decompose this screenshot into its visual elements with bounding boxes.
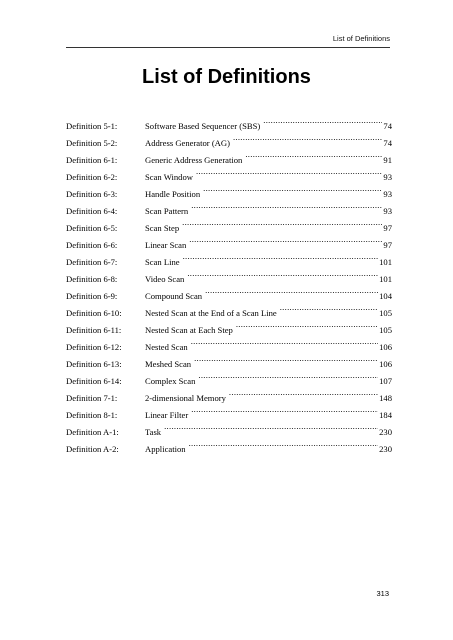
definition-label: Definition 7-1: bbox=[66, 393, 118, 403]
dot-leader bbox=[262, 112, 382, 129]
dot-leader bbox=[228, 384, 378, 401]
definition-page-number: 148 bbox=[379, 393, 392, 403]
definition-page-number: 97 bbox=[383, 240, 392, 250]
running-header: List of Definitions bbox=[332, 34, 390, 43]
dot-leader bbox=[197, 367, 378, 384]
definition-title: Scan Line bbox=[145, 257, 180, 267]
definition-title: Linear Filter bbox=[145, 410, 189, 420]
definition-label: Definition 8-1: bbox=[66, 410, 118, 420]
dot-leader bbox=[244, 146, 382, 163]
definition-page-number: 107 bbox=[379, 376, 392, 386]
definition-page-number: 97 bbox=[383, 223, 392, 233]
definition-label: Definition 6-12: bbox=[66, 342, 122, 352]
header-rule bbox=[66, 47, 390, 48]
definition-title: Compound Scan bbox=[145, 291, 203, 301]
definition-page-number: 74 bbox=[383, 138, 392, 148]
definition-label: Definition 6-5: bbox=[66, 223, 118, 233]
definition-title: Linear Scan bbox=[145, 240, 187, 250]
definition-label: Definition 6-9: bbox=[66, 291, 118, 301]
definition-title: Nested Scan bbox=[145, 342, 188, 352]
definition-title: Software Based Sequencer (SBS) bbox=[145, 121, 261, 131]
dot-leader bbox=[190, 333, 378, 350]
definition-label: Definition 6-3: bbox=[66, 189, 118, 199]
dot-leader bbox=[186, 265, 378, 282]
definition-label: Definition A-2: bbox=[66, 444, 119, 454]
dot-leader bbox=[188, 231, 382, 248]
dot-leader bbox=[182, 248, 379, 265]
definition-label: Definition 6-4: bbox=[66, 206, 118, 216]
dot-leader bbox=[188, 435, 379, 452]
dot-leader bbox=[235, 316, 378, 333]
definition-page-number: 104 bbox=[379, 291, 392, 301]
dot-leader bbox=[190, 401, 378, 418]
definition-page-number: 93 bbox=[383, 189, 392, 199]
definition-label: Definition 6-10: bbox=[66, 308, 122, 318]
definition-label: Definition 6-8: bbox=[66, 274, 118, 284]
definition-label: Definition 6-2: bbox=[66, 172, 118, 182]
definition-title: Application bbox=[145, 444, 186, 454]
definition-title: Scan Pattern bbox=[145, 206, 189, 216]
definition-title: Complex Scan bbox=[145, 376, 196, 386]
dot-leader bbox=[195, 163, 382, 180]
definitions-list bbox=[66, 112, 392, 452]
definition-title: Address Generator (AG) bbox=[145, 138, 230, 148]
definition-label: Definition 6-7: bbox=[66, 257, 118, 267]
definition-label: Definition 6-1: bbox=[66, 155, 118, 165]
definition-title: Handle Position bbox=[145, 189, 201, 199]
definition-title: Video Scan bbox=[145, 274, 185, 284]
dot-leader bbox=[190, 197, 382, 214]
definition-page-number: 106 bbox=[379, 342, 392, 352]
dot-leader bbox=[232, 129, 382, 146]
definition-page-number: 74 bbox=[383, 121, 392, 131]
definition-title: Nested Scan at Each Step bbox=[145, 325, 233, 335]
dot-leader bbox=[163, 418, 378, 435]
page-number: 313 bbox=[376, 589, 389, 598]
dot-leader bbox=[181, 214, 382, 231]
definition-title: Scan Step bbox=[145, 223, 180, 233]
definition-title: Nested Scan at the End of a Scan Line bbox=[145, 308, 277, 318]
dot-leader bbox=[279, 299, 378, 316]
definition-label: Definition 6-13: bbox=[66, 359, 122, 369]
definition-page-number: 93 bbox=[383, 172, 392, 182]
definition-title: Generic Address Generation bbox=[145, 155, 243, 165]
page-title: List of Definitions bbox=[142, 66, 311, 88]
definition-title: Scan Window bbox=[145, 172, 193, 182]
definition-title: Meshed Scan bbox=[145, 359, 192, 369]
definition-label: Definition 5-1: bbox=[66, 121, 118, 131]
definition-label: Definition 6-6: bbox=[66, 240, 118, 250]
definition-title: 2-dimensional Memory bbox=[145, 393, 226, 403]
definition-page-number: 184 bbox=[379, 410, 392, 420]
definition-page-number: 105 bbox=[379, 325, 392, 335]
definition-label: Definition 6-14: bbox=[66, 376, 122, 386]
dot-leader bbox=[193, 350, 378, 367]
definition-page-number: 106 bbox=[379, 359, 392, 369]
definition-page-number: 230 bbox=[379, 427, 392, 437]
definition-entry[interactable] bbox=[66, 112, 392, 129]
definition-page-number: 101 bbox=[379, 274, 392, 284]
definition-page-number: 91 bbox=[383, 155, 392, 165]
definition-page-number: 105 bbox=[379, 308, 392, 318]
dot-leader bbox=[204, 282, 378, 299]
definition-label: Definition 6-11: bbox=[66, 325, 122, 335]
definition-page-number: 93 bbox=[383, 206, 392, 216]
definition-label: Definition 5-2: bbox=[66, 138, 118, 148]
dot-leader bbox=[202, 180, 382, 197]
definition-page-number: 101 bbox=[379, 257, 392, 267]
definition-title: Task bbox=[145, 427, 162, 437]
definition-page-number: 230 bbox=[379, 444, 392, 454]
definition-label: Definition A-1: bbox=[66, 427, 119, 437]
